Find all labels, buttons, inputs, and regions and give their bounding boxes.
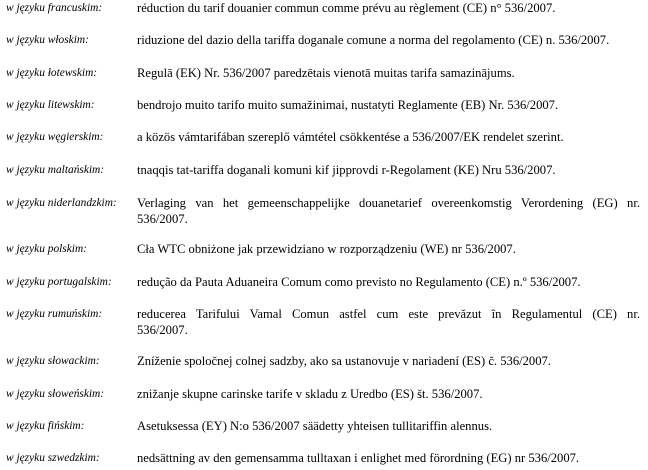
translation-text bbox=[137, 31, 640, 49]
translation-text bbox=[137, 128, 640, 146]
translation-line: bendrojo muito tarifo muito sumažinimai, nustatyti Reglamente (EB) Nr. 536/2007. bbox=[137, 98, 559, 112]
language-label: w języku fińskim: bbox=[6, 420, 85, 432]
translation-line: znižanje skupne carinske tarife v skladu z Uredbo (ES) št. 536/2007. bbox=[137, 387, 483, 401]
translation-text bbox=[137, 417, 640, 435]
translation-text bbox=[137, 194, 640, 228]
language-label: w języku niderlandzkim: bbox=[6, 197, 117, 209]
translation-line: Regulā (EK) Nr. 536/2007 paredzētais vienotā muitas tarifa samazinājums. bbox=[137, 66, 515, 80]
language-label: w języku francuskim: bbox=[6, 2, 103, 14]
translation-text bbox=[137, 0, 640, 17]
translation-line: nedsättning av den gemensamma tulltaxan i enlighet med förordning (EG) nr 536/2007. bbox=[137, 451, 580, 465]
language-label: w języku szwedzkim: bbox=[6, 452, 100, 464]
translation-text bbox=[137, 161, 640, 179]
translation-line: redução da Pauta Aduaneira Comum como previsto no Regulamento (CE) n.º 536/2007. bbox=[137, 275, 581, 289]
language-label: w języku włoskim: bbox=[6, 34, 89, 46]
translation-line: Zníženie spoločnej colnej sadzby, ako sa ustanovuje v nariadení (ES) č. 536/2007. bbox=[137, 354, 551, 368]
translation-line-continued: 536/2007. bbox=[137, 212, 188, 226]
language-label: w języku rumuńskim: bbox=[6, 308, 103, 320]
translation-line: riduzione del dazio della tariffa doganale comune a norma del regolamento (CE) n. 536/2007. bbox=[137, 33, 610, 47]
language-label: w języku łotewskim: bbox=[6, 67, 98, 79]
language-label: w języku portugalskim: bbox=[6, 276, 112, 288]
translation-text bbox=[137, 385, 640, 403]
translation-text bbox=[137, 449, 640, 467]
translation-text bbox=[137, 352, 640, 370]
translation-text bbox=[137, 305, 640, 339]
translation-line: Verlaging van het gemeenschappelijke douanetarief overeenkomstig Verordening (EG) nr. bbox=[137, 196, 640, 210]
translation-line: reducerea Tarifului Vamal Comun astfel cum este prevăzut în Regulamentul (CE) nr. bbox=[137, 307, 640, 321]
translation-text bbox=[137, 96, 640, 114]
translation-line-continued: 536/2007. bbox=[137, 323, 188, 337]
translation-line: réduction du tarif douanier commun comme prévu au règlement (CE) n° 536/2007. bbox=[137, 1, 556, 15]
language-label: w języku węgierskim: bbox=[6, 131, 104, 143]
language-label: w języku polskim: bbox=[6, 243, 87, 255]
translation-line: Cła WTC obniżone jak przewidziano w rozporządzeniu (WE) nr 536/2007. bbox=[137, 242, 516, 256]
language-label: w języku litewskim: bbox=[6, 99, 95, 111]
language-label: w języku słowackim: bbox=[6, 355, 100, 367]
translation-line: tnaqqis tat-tariffa doganali komuni kif jipprovdi r-Regolament (KE) Nru 536/2007. bbox=[137, 163, 556, 177]
translation-text bbox=[137, 273, 640, 291]
language-label: w języku słoweńskim: bbox=[6, 388, 105, 400]
translation-text bbox=[137, 240, 640, 258]
translation-line: a közös vámtarifában szereplő vámtétel csökkentése a 536/2007/EK rendelet szerint. bbox=[137, 130, 564, 144]
translation-line: Asetuksessa (EY) N:o 536/2007 säädetty yhteisen tullitariffin alennus. bbox=[137, 419, 493, 433]
language-label: w języku maltańskim: bbox=[6, 164, 105, 176]
translation-text bbox=[137, 64, 640, 82]
